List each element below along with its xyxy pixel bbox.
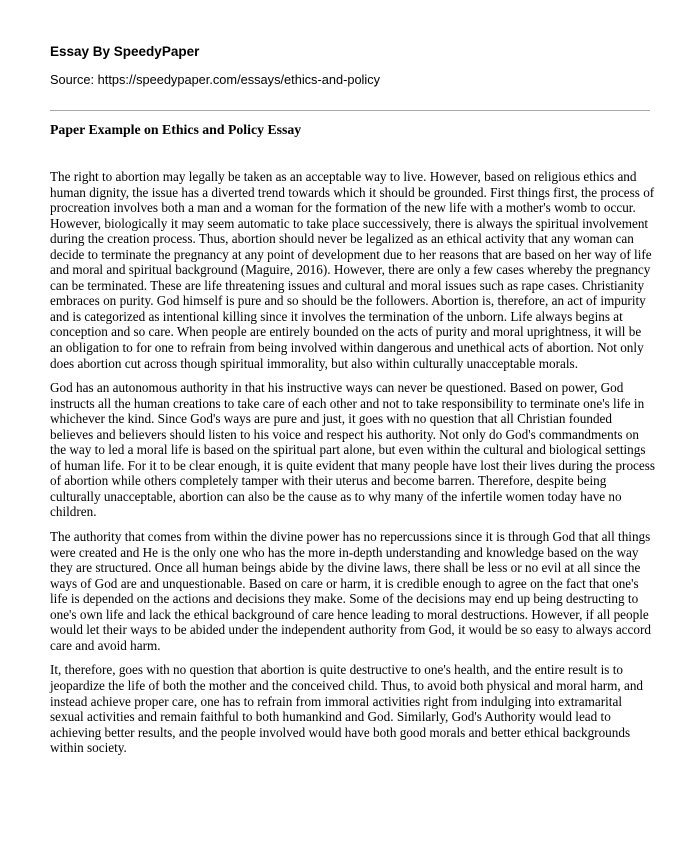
paragraph: It, therefore, goes with no question that abortion is quite destructive to one's health, and the entire result is to jeopardize the life of both the mother and the conceived child. Thus, to avoid both physical and moral harm, and instead achieve proper care, one has to refrain from immoral activities right from indulging into extramarital sexual activities and remain faithful to both humankind and God. Similarly, God's Authority would lead to achieving better results, and the people involved would have both good morals and better ethical backgrounds within society. — [50, 662, 644, 756]
essay-title: Paper Example on Ethics and Policy Essay — [50, 122, 302, 137]
essay-body — [50, 169, 656, 765]
source-line: Source: https://speedypaper.com/essays/ethics-and-policy — [50, 72, 381, 87]
paragraph: The right to abortion may legally be taken as an acceptable way to live. However, based on religious ethics and human dignity, the issue has a diverted trend towards which it should be grounded. First things first, the process of procreation involves both a man and a woman for the formation of the new life with a mother's womb to occur. However, biologically it may seem automatic to take place successively, there is always the spiritual involvement during the creation process. Thus, abortion should never be legalized as an ethical activity that any woman can decide to terminate the pregnancy at any point of development due to her reasons that are based on her way of life and moral and spiritual background (Maguire, 2016). However, there are only a few cases whereby the pregnancy can be terminated. These are life threatening issues and cultural and moral issues such as rape cases. Christianity embraces on purity. God himself is pure and so should be the followers. Abortion is, therefore, an act of impurity and is categorized as intentional killing since it involves the termination of the unborn. Life always begins at conception and so care. When people are entirely bounded on the acts of purity and moral uprightness, it will be an obligation to for one to refrain from being involved within dangerous and unethical acts of abortion. Not only does abortion cut across though spiritual immorality, but also within culturally unacceptable morals. — [50, 169, 655, 371]
paragraph: The authority that comes from within the divine power has no repercussions since it is through God that all things were created and He is the only one who has the more in-depth understanding and knowledge based on the way they are structured. Once all human beings abide by the divine laws, there shall be less or no evil at all since the ways of God are and unquestionable. Based on care or harm, it is credible enough to agree on the fact that one's life is depended on the actions and decisions they make. Some of the decisions may end up being destructing to one's own life and lack the ethical background of care hence leading to moral destructions. However, if all people would let their ways to be abided under the independent authority from God, it would be so easy to always accord care and avoid harm. — [50, 529, 651, 653]
essay-author-heading: Essay By SpeedyPaper — [50, 44, 200, 59]
paragraph: God has an autonomous authority in that his instructive ways can never be questioned. Based on power, God instructs all the human creations to take care of each other and not to take responsibility to terminate one's life in whichever the kind. Since God's ways are pure and just, it goes with no question that all Christian founded believes and believers should listen to his voice and respect his authority. Not only do God's commandments on the way to led a moral life is based on the spiritual part alone, but even within the cultural and biological settings of human life. For it to be clear enough, it is quite evident that many people have lost their lives during the process of abortion while others completely tamper with their uterus and become barren. Therefore, despite being culturally unacceptable, abortion can also be the cause as to why many of the infertile women today have no children. — [50, 380, 656, 520]
header-divider — [50, 110, 650, 111]
